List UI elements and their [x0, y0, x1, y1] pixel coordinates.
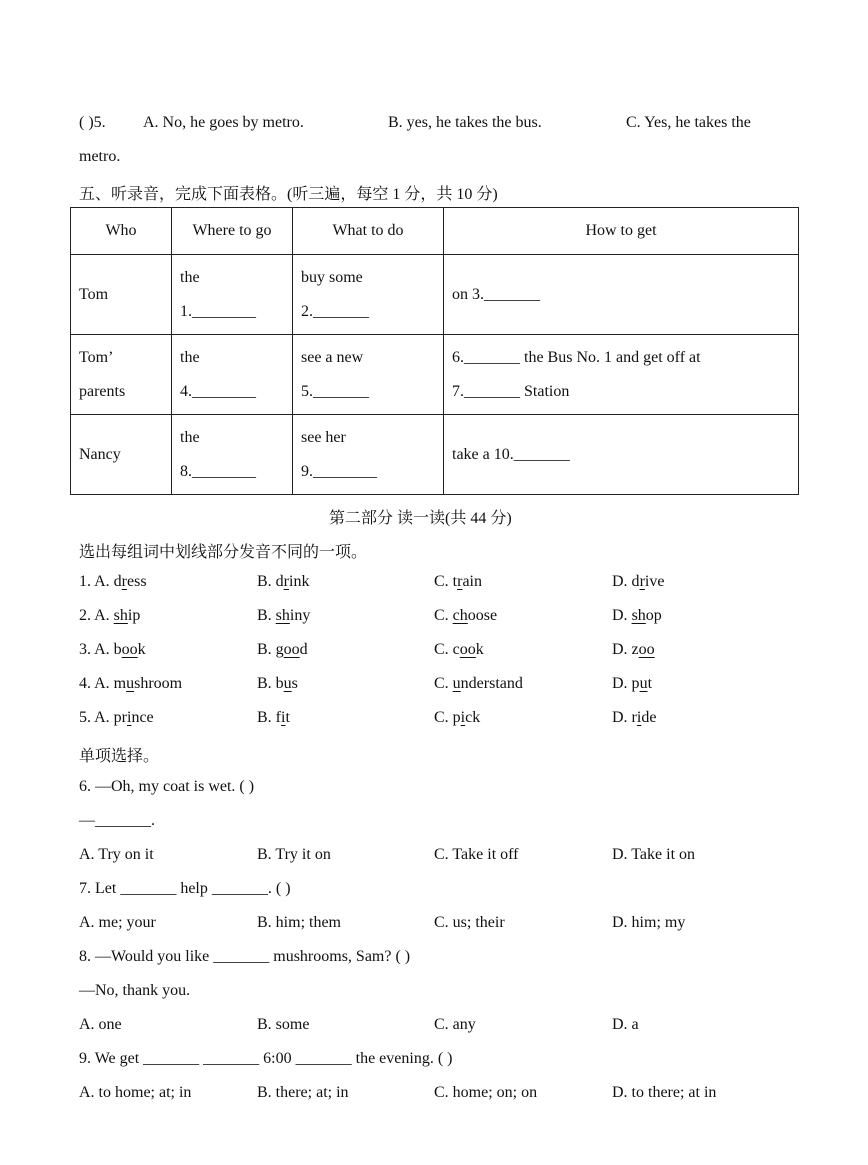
- q8-option-d: D. a: [612, 1016, 639, 1033]
- how-cell: [444, 255, 799, 335]
- q7-option-c: C. us; their: [434, 914, 505, 931]
- how-cell: [444, 415, 799, 495]
- how-line1: 6._______ the Bus No. 1 and get off at: [452, 348, 701, 366]
- how-line2: 7._______ Station: [452, 382, 570, 400]
- phonics-instruction: 选出每组词中划线部分发音不同的一项。: [79, 544, 368, 561]
- phonics-option: [79, 675, 182, 693]
- phonics-option: [612, 709, 656, 727]
- q9-option-c: C. home; on; on: [434, 1084, 538, 1101]
- phonics-option: [434, 607, 497, 625]
- phonics-word-part: d: [299, 641, 308, 658]
- what-cell: [293, 415, 444, 495]
- phonics-word-part: B. d: [257, 573, 284, 590]
- table-header-row: [71, 208, 799, 255]
- phonics-number: 3. A.: [79, 641, 114, 658]
- phonics-underlined-part: sh: [113, 607, 128, 624]
- q9-option-b: B. there; at; in: [257, 1084, 349, 1101]
- phonics-word-part: B. g: [257, 641, 284, 658]
- what-cell: [293, 255, 444, 335]
- where-line1: the: [180, 268, 200, 286]
- q9-option-d: D. to there; at in: [612, 1084, 717, 1101]
- phonics-word-part: t: [285, 709, 290, 726]
- listening-table: [70, 207, 799, 495]
- phonics-underlined-part: i: [636, 709, 642, 726]
- who-line2: parents: [79, 382, 126, 400]
- phonics-underlined-part: oo: [283, 641, 300, 658]
- phonics-underlined-part: sh: [275, 607, 290, 624]
- q7-option-a: A. me; your: [79, 914, 156, 931]
- phonics-word-part: nce: [131, 709, 154, 726]
- where-blank: 1.________: [180, 302, 256, 320]
- what-blank: 9.________: [301, 462, 377, 480]
- what-blank: 2._______: [301, 302, 369, 320]
- where-line1: the: [180, 348, 200, 366]
- q5-option-c: C. Yes, he takes the: [626, 114, 751, 131]
- q9-stem: 9. We get _______ _______ 6:00 _______ the evening. ( ): [79, 1050, 453, 1067]
- phonics-word-part: B. f: [257, 709, 281, 726]
- what-blank: 5._______: [301, 382, 369, 400]
- q8-option-c: C. any: [434, 1016, 476, 1033]
- what-cell: [293, 335, 444, 415]
- phonics-word-part: ain: [462, 573, 482, 590]
- q8-stem: 8. —Would you like _______ mushrooms, Sam? ( ): [79, 948, 411, 965]
- phonics-option: [79, 641, 146, 659]
- header-how: How to get: [444, 208, 799, 255]
- q8-option-b: B. some: [257, 1016, 310, 1033]
- phonics-word-part: de: [641, 709, 657, 726]
- phonics-word-part: B. b: [257, 675, 284, 692]
- q6-option-b: B. Try it on: [257, 846, 331, 863]
- phonics-underlined-part: r: [283, 573, 289, 590]
- what-line1: see a new: [301, 348, 364, 366]
- phonics-underlined-part: r: [121, 573, 127, 590]
- phonics-underlined-part: ch: [452, 607, 468, 624]
- phonics-underlined-part: u: [639, 675, 648, 692]
- phonics-word-part: ck: [465, 709, 481, 726]
- q6-stem: 6. —Oh, my coat is wet. ( ): [79, 778, 255, 795]
- q6-option-c: C. Take it off: [434, 846, 519, 863]
- who-cell: Tom: [71, 255, 172, 335]
- q6-stem2: —_______.: [79, 812, 155, 829]
- q6-option-a: A. Try on it: [79, 846, 154, 863]
- phonics-option: [257, 675, 298, 693]
- what-line1: buy some: [301, 268, 363, 286]
- where-blank: 8.________: [180, 462, 256, 480]
- q5-option-a: A. No, he goes by metro.: [143, 114, 304, 131]
- phonics-option: [434, 641, 484, 659]
- header-what: What to do: [293, 208, 444, 255]
- phonics-option: [612, 573, 664, 591]
- phonics-underlined-part: oo: [121, 641, 138, 658]
- phonics-underlined-part: i: [127, 709, 132, 726]
- part2-title: 第二部分 读一读(共 44 分): [329, 510, 512, 527]
- how-line1: on 3._______: [452, 285, 540, 303]
- phonics-word-part: D. z: [612, 641, 639, 658]
- phonics-word-part: shroom: [134, 675, 183, 692]
- phonics-word-part: ive: [644, 573, 665, 590]
- where-cell: [172, 415, 293, 495]
- q7-option-b: B. him; them: [257, 914, 341, 931]
- phonics-option: [612, 607, 662, 625]
- q6-option-d: D. Take it on: [612, 846, 696, 863]
- phonics-option: [257, 641, 308, 659]
- how-cell: [444, 335, 799, 415]
- phonics-underlined-part: i: [281, 709, 286, 726]
- phonics-underlined-part: sh: [631, 607, 646, 624]
- phonics-word-part: C.: [434, 675, 453, 692]
- header-where: Where to go: [172, 208, 293, 255]
- q5-prefix: ( )5.: [79, 114, 106, 131]
- who-cell: Nancy: [71, 415, 172, 495]
- phonics-word-part: b: [113, 641, 122, 658]
- phonics-option: [434, 709, 480, 727]
- phonics-word-part: C. t: [434, 573, 458, 590]
- where-blank: 4.________: [180, 382, 256, 400]
- phonics-word-part: B.: [257, 607, 276, 624]
- table-row: [71, 255, 799, 335]
- phonics-underlined-part: u: [452, 675, 461, 692]
- phonics-word-part: k: [475, 641, 484, 658]
- who-cell: [71, 335, 172, 415]
- phonics-word-part: C.: [434, 607, 453, 624]
- where-cell: [172, 255, 293, 335]
- how-line1: take a 10._______: [452, 445, 570, 463]
- phonics-word-part: nderstand: [460, 675, 523, 692]
- q7-stem: 7. Let _______ help _______. ( ): [79, 880, 291, 897]
- phonics-word-part: D. d: [612, 573, 640, 590]
- section5-title: 五、听录音，完成下面表格。(听三遍，每空 1 分，共 10 分): [79, 186, 498, 203]
- single-choice-instruction: 单项选择。: [79, 748, 160, 765]
- phonics-word-part: C. c: [434, 641, 460, 658]
- phonics-option: [79, 607, 140, 625]
- phonics-word-part: D.: [612, 607, 632, 624]
- phonics-word-part: oose: [467, 607, 498, 624]
- phonics-word-part: D. r: [612, 709, 637, 726]
- phonics-option: [434, 573, 482, 591]
- phonics-word-part: D. p: [612, 675, 640, 692]
- phonics-option: [79, 709, 154, 727]
- phonics-option: [612, 675, 652, 693]
- phonics-word-part: s: [291, 675, 298, 692]
- phonics-word-part: d: [113, 573, 122, 590]
- who-line1: Tom’: [79, 348, 114, 366]
- phonics-underlined-part: i: [460, 709, 466, 726]
- phonics-option: [257, 709, 290, 727]
- phonics-option: [434, 675, 523, 693]
- phonics-word-part: t: [647, 675, 653, 692]
- phonics-number: 4. A.: [79, 675, 114, 692]
- header-who: Who: [71, 208, 172, 255]
- phonics-word-part: ess: [127, 573, 147, 590]
- phonics-underlined-part: oo: [638, 641, 655, 658]
- phonics-option: [257, 573, 309, 591]
- phonics-word-part: ip: [127, 607, 141, 624]
- where-line1: the: [180, 428, 200, 446]
- phonics-underlined-part: r: [639, 573, 645, 590]
- phonics-option: [257, 607, 310, 625]
- phonics-word-part: m: [113, 675, 127, 692]
- phonics-underlined-part: u: [126, 675, 135, 692]
- where-cell: [172, 335, 293, 415]
- phonics-underlined-part: r: [457, 573, 463, 590]
- phonics-word-part: k: [137, 641, 146, 658]
- phonics-option: [79, 573, 147, 591]
- phonics-underlined-part: oo: [459, 641, 476, 658]
- q8-stem2: —No, thank you.: [79, 982, 191, 999]
- q8-option-a: A. one: [79, 1016, 122, 1033]
- q5-option-b: B. yes, he takes the bus.: [388, 114, 542, 131]
- phonics-option: [612, 641, 655, 659]
- table-row: [71, 335, 799, 415]
- q7-option-d: D. him; my: [612, 914, 686, 931]
- phonics-word-part: iny: [289, 607, 311, 624]
- phonics-word-part: ink: [289, 573, 310, 590]
- phonics-underlined-part: u: [283, 675, 292, 692]
- what-line1: see her: [301, 428, 346, 446]
- phonics-word-part: op: [645, 607, 662, 624]
- q9-option-a: A. to home; at; in: [79, 1084, 192, 1101]
- phonics-number: 2. A.: [79, 607, 114, 624]
- q5-option-c-cont: metro.: [79, 148, 121, 165]
- phonics-word-part: pr: [113, 709, 127, 726]
- table-row: [71, 415, 799, 495]
- phonics-number: 1. A.: [79, 573, 114, 590]
- phonics-number: 5. A.: [79, 709, 114, 726]
- phonics-word-part: C. p: [434, 709, 461, 726]
